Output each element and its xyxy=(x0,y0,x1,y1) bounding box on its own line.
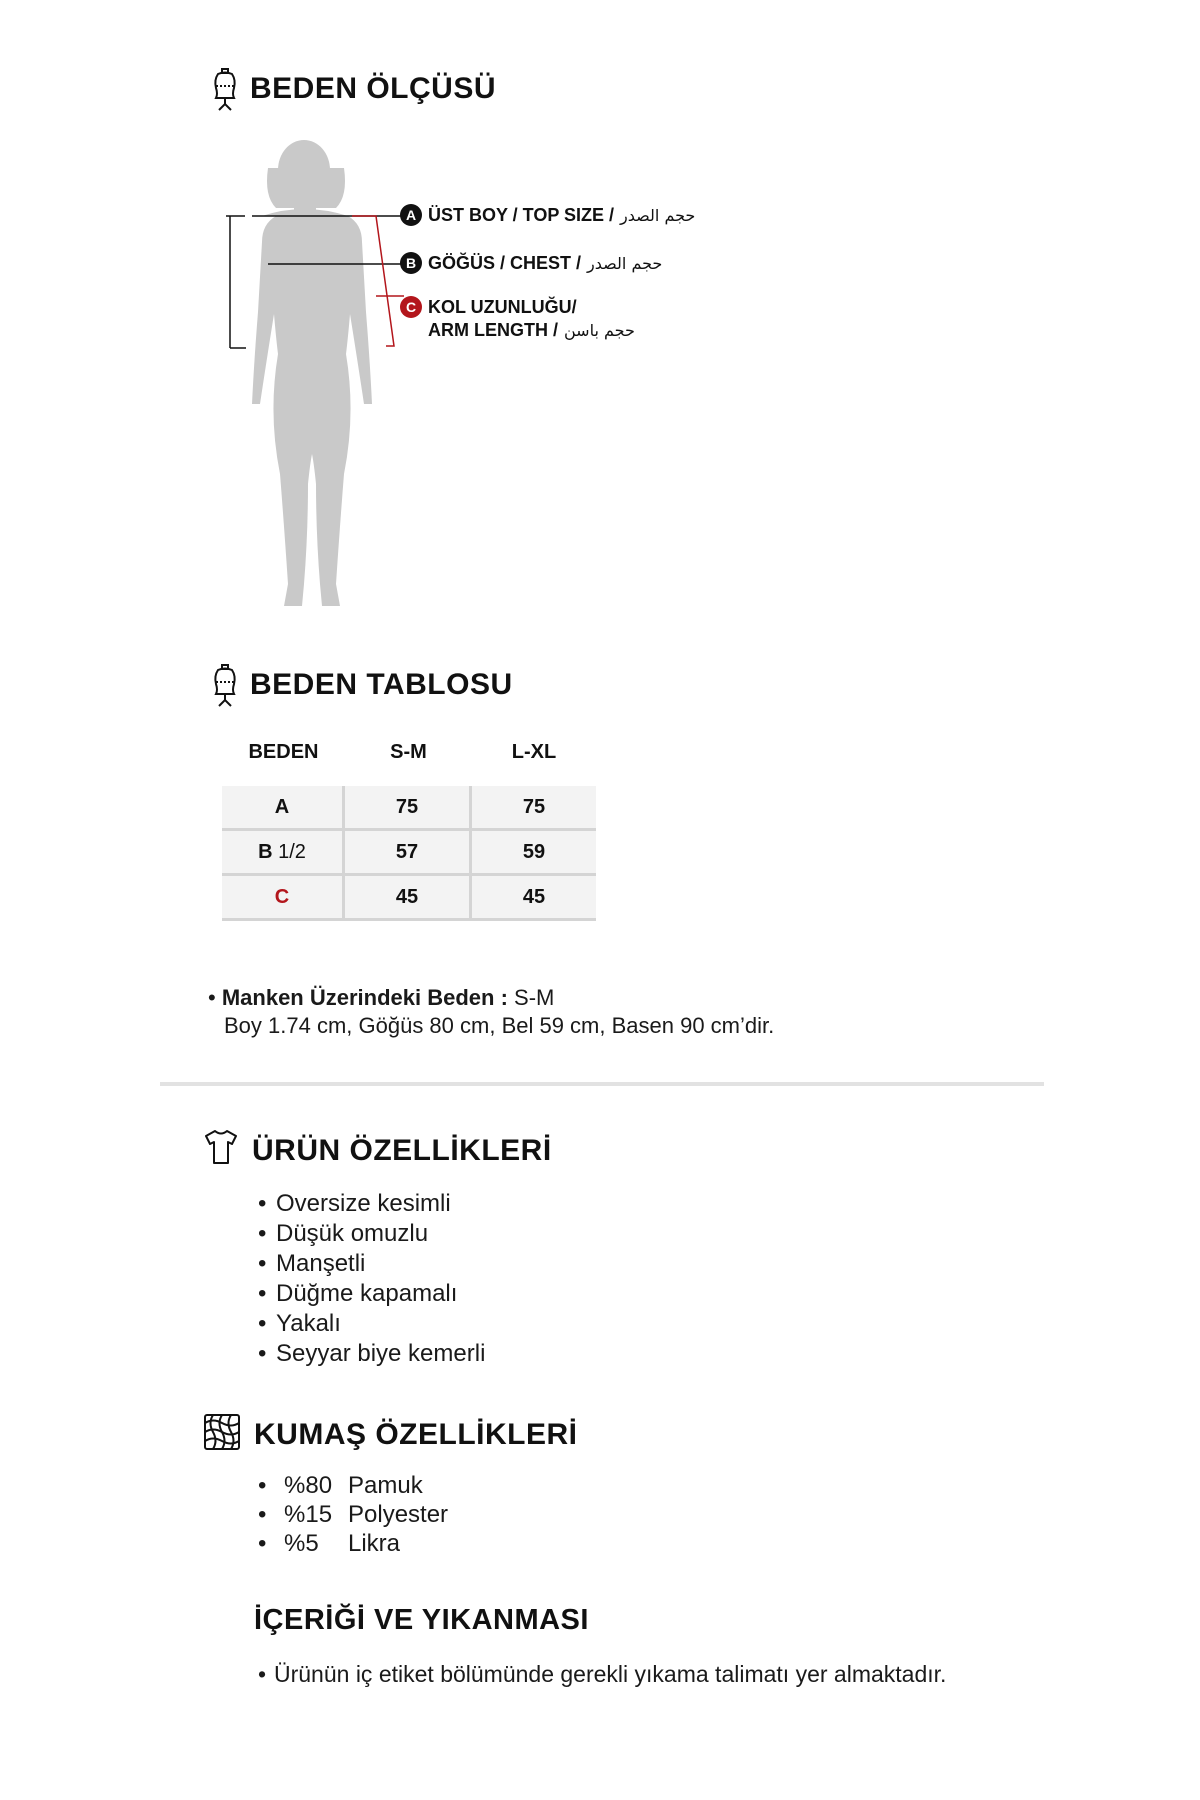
cell-value: 75 xyxy=(472,786,596,831)
cell-value: 75 xyxy=(345,786,472,831)
list-item: • %5 Likra xyxy=(258,1529,448,1558)
measurement-c-arabic: حجم باسن xyxy=(564,321,635,340)
list-item: • %15 Polyester xyxy=(258,1500,448,1529)
product-features-list xyxy=(258,1189,485,1369)
mannequin-icon xyxy=(210,662,240,708)
product-features-title: ÜRÜN ÖZELLİKLERİ xyxy=(252,1134,552,1167)
header-s-m: S-M xyxy=(390,740,427,763)
care-text: Ürünün iç etiket bölümünde gerekli yıkama talimatı yer almaktadır. xyxy=(274,1661,947,1687)
size-table-header-row xyxy=(222,726,596,778)
measurement-b-badge: B xyxy=(400,252,422,274)
mannequin-icon xyxy=(210,66,240,112)
cell-value: 45 xyxy=(472,876,596,921)
measurement-a-label: ÜST BOY / TOP SIZE / xyxy=(428,204,615,225)
body-measure-title: BEDEN ÖLÇÜSÜ xyxy=(250,72,497,105)
measurement-a-arabic: حجم الصدر xyxy=(620,205,696,225)
header-beden: BEDEN xyxy=(248,740,319,763)
size-table-title: BEDEN TABLOSU xyxy=(250,668,513,701)
list-item: • Manşetli xyxy=(258,1249,485,1279)
table-row xyxy=(222,831,596,876)
list-item: • Yakalı xyxy=(258,1309,485,1339)
model-size-note: • Manken Üzerindeki Beden : S-M Boy 1.74 cm, Göğüs 80 cm, Bel 59 cm, Basen 90 cm’dir. xyxy=(208,985,775,1038)
measurement-lines xyxy=(226,200,416,365)
measurement-c xyxy=(400,296,635,341)
list-item: • %80 Pamuk xyxy=(258,1471,448,1500)
measurement-b-arabic: حجم الصدر xyxy=(587,253,663,273)
row-label: C xyxy=(222,876,345,921)
model-size-label: Manken Üzerindeki Beden : xyxy=(221,985,508,1010)
table-row xyxy=(222,876,596,921)
fabric-icon xyxy=(202,1412,242,1452)
row-label: A xyxy=(222,786,345,831)
size-table xyxy=(222,726,596,921)
header-l-xl: L-XL xyxy=(511,740,557,763)
measurement-b-label: GÖĞÜS / CHEST / xyxy=(428,252,582,273)
measurement-c-label-line1: KOL UZUNLUĞU/ xyxy=(428,296,577,317)
section-divider xyxy=(160,1082,1044,1086)
cell-value: 45 xyxy=(345,876,472,921)
model-size-value: S-M xyxy=(514,985,555,1010)
cell-value: 59 xyxy=(472,831,596,876)
row-label: B 1/2 xyxy=(222,831,345,876)
fabric-features-list xyxy=(258,1471,448,1558)
measurement-c-badge: C xyxy=(400,296,422,318)
care-instructions: • Ürünün iç etiket bölümünde gerekli yıkama talimatı yer almaktadır. xyxy=(258,1661,947,1687)
list-item: • Seyyar biye kemerli xyxy=(258,1339,485,1369)
list-item: • Düşük omuzlu xyxy=(258,1219,485,1249)
measurement-b xyxy=(400,252,662,274)
measurement-c-label-line2: ARM LENGTH / xyxy=(428,320,558,340)
measurement-a xyxy=(400,204,695,226)
fabric-features-title: KUMAŞ ÖZELLİKLERİ xyxy=(254,1418,578,1451)
measurement-a-badge: A xyxy=(400,204,422,226)
table-row xyxy=(222,786,596,831)
model-measurements: Boy 1.74 cm, Göğüs 80 cm, Bel 59 cm, Basen 90 cm’dir. xyxy=(224,1013,775,1038)
list-item: • Düğme kapamalı xyxy=(258,1279,485,1309)
list-item: • Oversize kesimli xyxy=(258,1189,485,1219)
cell-value: 57 xyxy=(345,831,472,876)
tshirt-icon xyxy=(202,1128,240,1166)
care-title: İÇERİĞİ VE YIKANMASI xyxy=(254,1604,589,1636)
